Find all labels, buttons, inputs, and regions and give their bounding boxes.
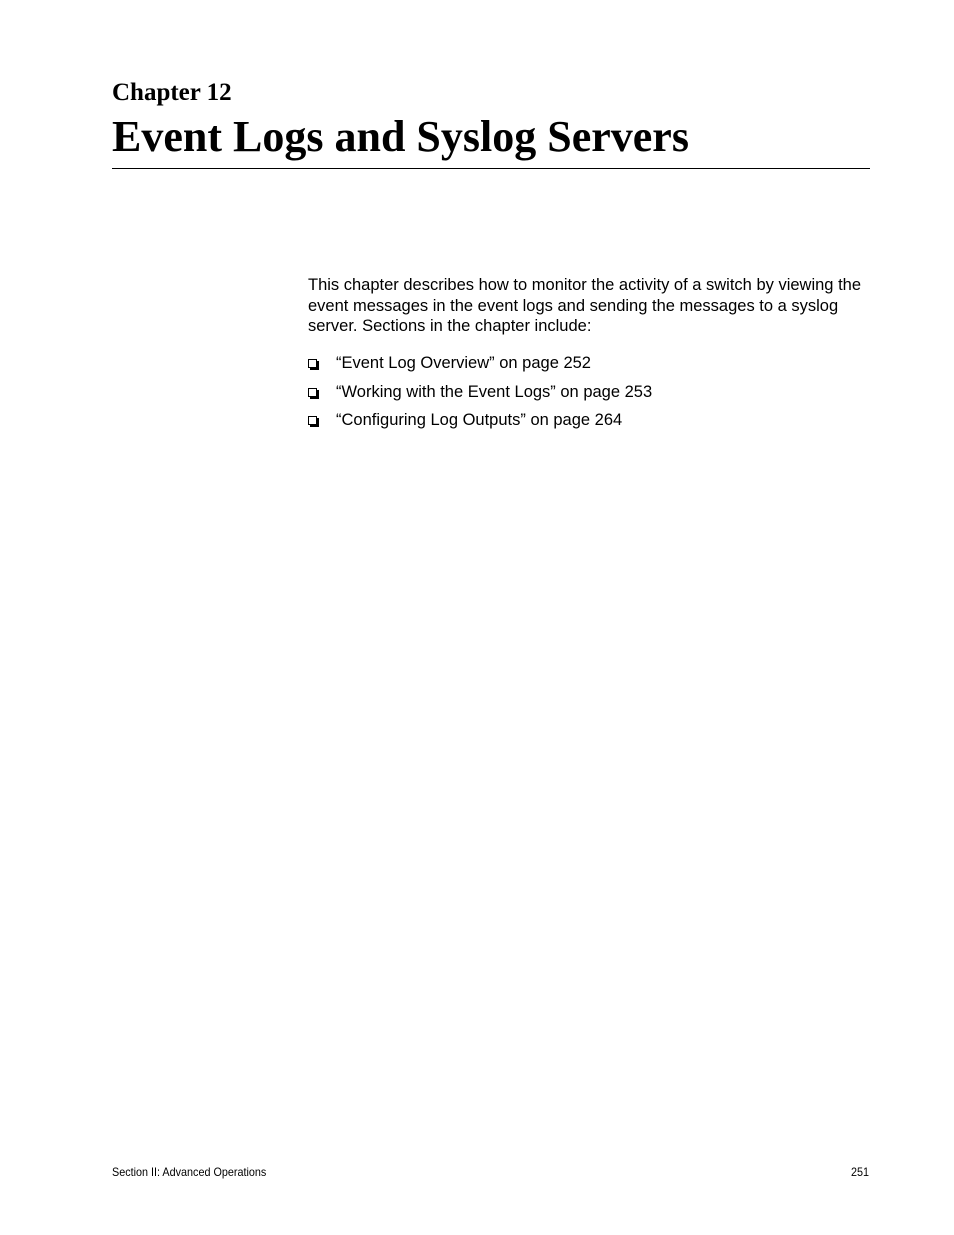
footer-page-number: 251: [850, 1165, 869, 1179]
list-item-working-with-event-logs[interactable]: [308, 381, 870, 410]
section-list: [308, 352, 870, 438]
list-item-text: “Working with the Event Logs” on page 253: [336, 382, 653, 401]
list-item-text: “Event Log Overview” on page 252: [336, 354, 591, 372]
title-divider: [112, 168, 870, 169]
checkbox-icon: [308, 359, 317, 368]
chapter-label: Chapter 12: [112, 79, 232, 106]
checkbox-icon: [308, 416, 317, 425]
checkbox-icon: [308, 388, 317, 397]
list-item-event-log-overview[interactable]: [308, 352, 870, 381]
footer-section-name: Section II: Advanced Operations: [112, 1165, 267, 1179]
list-item-text: “Configuring Log Outputs” on page 264: [336, 411, 623, 429]
chapter-title: Event Logs and Syslog Servers: [112, 112, 689, 161]
list-item-configuring-log-outputs[interactable]: [308, 409, 870, 438]
intro-paragraph: This chapter describes how to monitor the activity of a switch by viewing the event messages in the event logs and sending the messages to a syslog server. Sections in the chapter include:: [308, 276, 861, 335]
